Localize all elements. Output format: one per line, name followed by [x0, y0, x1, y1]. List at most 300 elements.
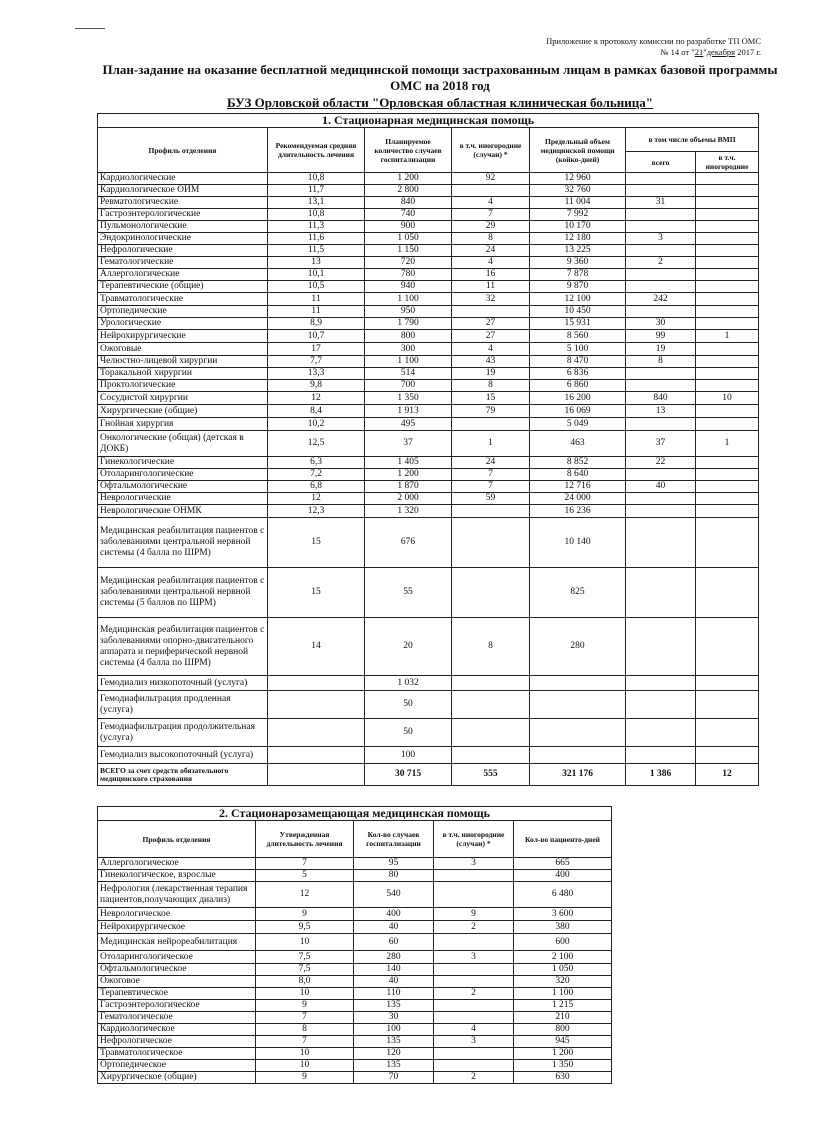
organization-name: БУЗ Орловской области "Орловская областная клиническая больница"	[227, 95, 653, 110]
row-label: Сосудистой хирургии	[98, 392, 268, 405]
total-row	[98, 764, 759, 786]
cell-value: 1 050	[365, 233, 452, 245]
row-label: Нейрохирургические	[98, 330, 268, 343]
row-label: Пульмонологические	[98, 221, 268, 233]
appendix-note	[546, 36, 761, 58]
cell-value: 31	[626, 197, 696, 209]
cell-value: 100	[365, 747, 452, 764]
cell-value: 135	[354, 1036, 434, 1048]
cell-value: 10 170	[530, 221, 626, 233]
table-row	[98, 173, 759, 185]
row-label: Гемодиафильтрация продолжительная (услуга)	[98, 719, 268, 747]
cell-value: 8	[452, 233, 530, 245]
row-label: Медицинская реабилитация пациентов с заболеваниями центральной нервной системы (5 баллов по ШРМ)	[98, 568, 268, 618]
cell-value: 242	[626, 293, 696, 306]
cell-value: 20	[365, 618, 452, 676]
table-row	[98, 691, 759, 719]
cell-value: 30	[354, 1012, 434, 1024]
table-row	[98, 1024, 612, 1036]
cell-value	[626, 719, 696, 747]
appendix-line1: Приложение к протоколу комиссии по разработке ТП ОМС	[546, 36, 761, 46]
cell-value	[452, 418, 530, 431]
table-row	[98, 330, 759, 343]
cell-value: 8	[256, 1024, 354, 1036]
table-row	[98, 356, 759, 368]
cell-value: 4	[452, 257, 530, 269]
cell-value: 7	[256, 1036, 354, 1048]
section1-title: 1. Стационарная медицинская помощь	[98, 114, 759, 128]
cell-value	[434, 934, 514, 951]
cell-value	[696, 469, 759, 481]
col-planned: Планируемое количество случаев госпитализации	[365, 128, 452, 173]
cell-value: 10,7	[268, 330, 365, 343]
row-label: Торакальной хирургии	[98, 368, 268, 380]
cell-value: 3 600	[514, 908, 612, 921]
table-row	[98, 197, 759, 209]
col-vmp-total: всего	[626, 152, 696, 173]
cell-value: 7	[256, 858, 354, 870]
row-label: Аллергологическое	[98, 858, 256, 870]
table-row	[98, 245, 759, 257]
cell-value: 10	[256, 988, 354, 1000]
cell-value: 1 350	[514, 1060, 612, 1072]
cell-value	[696, 380, 759, 392]
cell-value: 135	[354, 1060, 434, 1072]
cell-value: 59	[452, 493, 530, 505]
cell-value	[626, 173, 696, 185]
cell-value: 13,1	[268, 197, 365, 209]
row-label: Отоларингологическое	[98, 951, 256, 964]
row-label: Гемодиализ высокопоточный (услуга)	[98, 747, 268, 764]
cell-value	[626, 493, 696, 505]
cell-value: 100	[354, 1024, 434, 1036]
cell-value: 10	[256, 934, 354, 951]
cell-value: 9 360	[530, 257, 626, 269]
cell-value	[696, 318, 759, 330]
cell-value: 17	[268, 343, 365, 356]
cell-value	[626, 281, 696, 293]
cell-value: 14	[268, 618, 365, 676]
cell-value: 840	[365, 197, 452, 209]
cell-value: 400	[514, 870, 612, 882]
row-label: Терапевтическое	[98, 988, 256, 1000]
cell-value: 6 836	[530, 368, 626, 380]
cell-value: 110	[354, 988, 434, 1000]
row-label: Онкологические (общая) (детская в ДОКБ)	[98, 431, 268, 457]
table-row	[98, 185, 759, 197]
cell-value: 40	[354, 921, 434, 934]
cell-value: 665	[514, 858, 612, 870]
cell-value: 19	[626, 343, 696, 356]
cell-value: 6 860	[530, 380, 626, 392]
cell-value: 19	[452, 368, 530, 380]
cell-value: 16 236	[530, 505, 626, 518]
table-row	[98, 921, 612, 934]
cell-value: 80	[354, 870, 434, 882]
row-label: Гинекологические	[98, 457, 268, 469]
cell-value: 10	[256, 1060, 354, 1072]
total-value: 555	[452, 764, 530, 786]
cell-value	[434, 976, 514, 988]
table-row	[98, 306, 759, 318]
cell-value	[696, 518, 759, 568]
cell-value: 320	[514, 976, 612, 988]
cell-value: 1 350	[365, 392, 452, 405]
table-row	[98, 505, 759, 518]
cell-value	[696, 368, 759, 380]
cell-value: 13 225	[530, 245, 626, 257]
row-label: Гемодиафильтрация продленная (услуга)	[98, 691, 268, 719]
appendix-line2: № 14 от "21"декабря 2017 г.	[660, 47, 761, 57]
row-label: Кардиологические	[98, 173, 268, 185]
row-label: Аллергологические	[98, 269, 268, 281]
cell-value	[626, 306, 696, 318]
total-value	[268, 764, 365, 786]
title-line1: План-задание на оказание бесплатной медицинской помощи застрахованным лицам в рамках базовой программы	[102, 62, 778, 77]
row-label: Хирургические (общие)	[98, 405, 268, 418]
cell-value	[626, 418, 696, 431]
col-limit: Предельный объем медицинской помощи (койко-дней)	[530, 128, 626, 173]
cell-value	[626, 368, 696, 380]
cell-value: 900	[365, 221, 452, 233]
table-row	[98, 1012, 612, 1024]
cell-value	[452, 505, 530, 518]
cell-value	[696, 185, 759, 197]
row-label: Нефрологические	[98, 245, 268, 257]
cell-value: 950	[365, 306, 452, 318]
cell-value: 9 870	[530, 281, 626, 293]
cell-value: 800	[514, 1024, 612, 1036]
cell-value	[696, 481, 759, 493]
table-row	[98, 318, 759, 330]
cell-value: 24 000	[530, 493, 626, 505]
table-row	[98, 908, 612, 921]
cell-value: 945	[514, 1036, 612, 1048]
row-label: Нейрохирургическое	[98, 921, 256, 934]
cell-value: 10 140	[530, 518, 626, 568]
table-row	[98, 269, 759, 281]
cell-value	[696, 356, 759, 368]
cell-value	[268, 676, 365, 691]
cell-value: 10,8	[268, 209, 365, 221]
cell-value: 1	[696, 431, 759, 457]
cell-value	[696, 676, 759, 691]
cell-value	[696, 306, 759, 318]
table-row	[98, 1072, 612, 1084]
cell-value: 3	[434, 951, 514, 964]
table-row	[98, 951, 612, 964]
row-label: Отоларингологические	[98, 469, 268, 481]
cell-value: 7 878	[530, 269, 626, 281]
cell-value	[696, 719, 759, 747]
cell-value: 7,7	[268, 356, 365, 368]
table-row	[98, 1000, 612, 1012]
cell-value: 5 049	[530, 418, 626, 431]
cell-value	[268, 691, 365, 719]
table-row	[98, 257, 759, 269]
cell-value: 9	[256, 1072, 354, 1084]
cell-value	[434, 1048, 514, 1060]
row-label: Кардиологическое ОИМ	[98, 185, 268, 197]
cell-value	[452, 691, 530, 719]
row-label: Нефрологическое	[98, 1036, 256, 1048]
cell-value	[626, 380, 696, 392]
row-label: Медицинская нейрореабилитация	[98, 934, 256, 951]
cell-value	[696, 405, 759, 418]
cell-value: 27	[452, 318, 530, 330]
row-label: Медицинская реабилитация пациентов с заболеваниями центральной нервной системы (4 балла по ШРМ)	[98, 518, 268, 568]
cell-value: 12	[256, 882, 354, 908]
cell-value: 7,2	[268, 469, 365, 481]
cell-value: 2	[434, 1072, 514, 1084]
table-row	[98, 934, 612, 951]
cell-value: 6 480	[514, 882, 612, 908]
cell-value: 11	[452, 281, 530, 293]
cell-value	[696, 457, 759, 469]
row-label: Травматологическое	[98, 1048, 256, 1060]
total-value: 321 176	[530, 764, 626, 786]
cell-value: 40	[354, 976, 434, 988]
row-label: Гематологическое	[98, 1012, 256, 1024]
col-vmp-foreign: в т.ч. иногородние	[696, 152, 759, 173]
cell-value: 50	[365, 719, 452, 747]
table-row	[98, 719, 759, 747]
cell-value: 12 180	[530, 233, 626, 245]
row-label: Терапевтические (общие)	[98, 281, 268, 293]
cell-value: 4	[452, 343, 530, 356]
row-label: Неврологическое	[98, 908, 256, 921]
table-row	[98, 964, 612, 976]
cell-value: 9	[256, 1000, 354, 1012]
cell-value: 32 760	[530, 185, 626, 197]
cell-value	[696, 493, 759, 505]
total-value: 1 386	[626, 764, 696, 786]
margin-mark	[75, 28, 105, 29]
cell-value	[434, 870, 514, 882]
cell-value: 99	[626, 330, 696, 343]
cell-value: 120	[354, 1048, 434, 1060]
cell-value	[696, 568, 759, 618]
cell-value: 700	[365, 380, 452, 392]
cell-value: 840	[626, 392, 696, 405]
cell-value: 10	[256, 1048, 354, 1060]
row-label: Хирургическое (общие)	[98, 1072, 256, 1084]
cell-value	[452, 676, 530, 691]
cell-value: 7,5	[256, 951, 354, 964]
cell-value	[626, 245, 696, 257]
table-row	[98, 233, 759, 245]
table-row	[98, 747, 759, 764]
cell-value: 12,5	[268, 431, 365, 457]
table-row	[98, 870, 612, 882]
cell-value	[696, 209, 759, 221]
table-row	[98, 221, 759, 233]
col2-days: Кол-во пациенто-дней	[514, 821, 612, 858]
row-label: Эндокринологические	[98, 233, 268, 245]
row-label: Гинекологическое, взрослые	[98, 870, 256, 882]
cell-value	[626, 469, 696, 481]
cell-value: 15	[268, 518, 365, 568]
cell-value: 2	[434, 988, 514, 1000]
cell-value: 600	[514, 934, 612, 951]
cell-value: 2 100	[514, 951, 612, 964]
table-row	[98, 209, 759, 221]
cell-value: 2	[434, 921, 514, 934]
cell-value: 8 852	[530, 457, 626, 469]
table-row	[98, 469, 759, 481]
cell-value: 5	[256, 870, 354, 882]
cell-value: 11,3	[268, 221, 365, 233]
cell-value: 13	[268, 257, 365, 269]
cell-value	[696, 747, 759, 764]
cell-value	[696, 418, 759, 431]
cell-value: 2 000	[365, 493, 452, 505]
cell-value: 11,5	[268, 245, 365, 257]
table-row	[98, 293, 759, 306]
col-profile: Профиль отделения	[98, 128, 268, 173]
cell-value: 2	[626, 257, 696, 269]
cell-value: 10 450	[530, 306, 626, 318]
cell-value: 1 100	[514, 988, 612, 1000]
col-duration: Рекомендуемая средняя длительность лечения	[268, 128, 365, 173]
cell-value: 135	[354, 1000, 434, 1012]
row-label: Травматологические	[98, 293, 268, 306]
cell-value	[530, 691, 626, 719]
cell-value: 10,5	[268, 281, 365, 293]
cell-value: 8	[452, 618, 530, 676]
cell-value: 630	[514, 1072, 612, 1084]
row-label: Гематологические	[98, 257, 268, 269]
cell-value	[434, 882, 514, 908]
cell-value: 140	[354, 964, 434, 976]
cell-value	[452, 568, 530, 618]
table-row	[98, 618, 759, 676]
row-label: Урологические	[98, 318, 268, 330]
col2-cases: Кол-во случаев госпитализации	[354, 821, 434, 858]
row-label: Гастроэнтерологические	[98, 209, 268, 221]
cell-value: 50	[365, 691, 452, 719]
cell-value: 10,2	[268, 418, 365, 431]
cell-value	[530, 747, 626, 764]
cell-value	[530, 676, 626, 691]
cell-value: 7,5	[256, 964, 354, 976]
row-label: Нефрология (лекарственная терапия пациентов,получающих диализ)	[98, 882, 256, 908]
cell-value	[434, 1012, 514, 1024]
cell-value: 1 032	[365, 676, 452, 691]
cell-value: 514	[365, 368, 452, 380]
table-row	[98, 368, 759, 380]
cell-value: 1 870	[365, 481, 452, 493]
cell-value	[626, 221, 696, 233]
cell-value: 1 200	[514, 1048, 612, 1060]
table-row	[98, 882, 612, 908]
cell-value: 12	[268, 493, 365, 505]
col-foreign: в т.ч. иногородние (случаи) *	[452, 128, 530, 173]
cell-value: 1 200	[365, 469, 452, 481]
cell-value: 463	[530, 431, 626, 457]
cell-value: 4	[434, 1024, 514, 1036]
cell-value: 540	[354, 882, 434, 908]
cell-value: 13,3	[268, 368, 365, 380]
cell-value	[626, 691, 696, 719]
cell-value: 24	[452, 245, 530, 257]
cell-value: 1 913	[365, 405, 452, 418]
col2-duration: Утвержденная длительность лечения	[256, 821, 354, 858]
cell-value: 210	[514, 1012, 612, 1024]
table-row	[98, 1036, 612, 1048]
table-row	[98, 1048, 612, 1060]
row-label: Офтальмологические	[98, 481, 268, 493]
cell-value: 280	[354, 951, 434, 964]
cell-value: 7	[452, 469, 530, 481]
cell-value	[452, 747, 530, 764]
row-label: Медицинская реабилитация пациентов с заболеваниями опорно-двигательного аппарата и периферической нервной системы (4 балла по ШРМ)	[98, 618, 268, 676]
cell-value	[696, 173, 759, 185]
cell-value: 1 150	[365, 245, 452, 257]
cell-value: 5 100	[530, 343, 626, 356]
table-row	[98, 976, 612, 988]
cell-value: 24	[452, 457, 530, 469]
cell-value: 1	[696, 330, 759, 343]
cell-value: 16	[452, 269, 530, 281]
cell-value: 9,5	[256, 921, 354, 934]
cell-value: 95	[354, 858, 434, 870]
cell-value: 9	[434, 908, 514, 921]
cell-value	[696, 505, 759, 518]
cell-value: 9	[256, 908, 354, 921]
table-row	[98, 457, 759, 469]
cell-value: 1 320	[365, 505, 452, 518]
section2-title: 2. Стационарозамещающая медицинская помощь	[98, 807, 612, 821]
cell-value	[696, 221, 759, 233]
cell-value: 3	[434, 858, 514, 870]
cell-value	[626, 185, 696, 197]
cell-value: 11 004	[530, 197, 626, 209]
cell-value: 15	[268, 568, 365, 618]
cell-value: 2 800	[365, 185, 452, 197]
cell-value	[626, 568, 696, 618]
row-label: Проктологические	[98, 380, 268, 392]
cell-value: 10	[696, 392, 759, 405]
table-row	[98, 418, 759, 431]
cell-value: 16 069	[530, 405, 626, 418]
row-label: Ортопедические	[98, 306, 268, 318]
table-row	[98, 431, 759, 457]
cell-value: 15 931	[530, 318, 626, 330]
table-row	[98, 568, 759, 618]
total-value: 12	[696, 764, 759, 786]
cell-value: 280	[530, 618, 626, 676]
cell-value	[434, 964, 514, 976]
cell-value	[696, 269, 759, 281]
table-row	[98, 988, 612, 1000]
inpatient-table	[97, 113, 759, 786]
table-row	[98, 1060, 612, 1072]
cell-value: 27	[452, 330, 530, 343]
row-label: Ревматологические	[98, 197, 268, 209]
cell-value: 8 560	[530, 330, 626, 343]
cell-value: 1 100	[365, 293, 452, 306]
cell-value: 12 100	[530, 293, 626, 306]
col2-profile: Профиль отделения	[98, 821, 256, 858]
cell-value: 15	[452, 392, 530, 405]
cell-value	[696, 197, 759, 209]
cell-value	[626, 618, 696, 676]
cell-value: 1 050	[514, 964, 612, 976]
cell-value: 300	[365, 343, 452, 356]
cell-value	[452, 185, 530, 197]
cell-value: 32	[452, 293, 530, 306]
